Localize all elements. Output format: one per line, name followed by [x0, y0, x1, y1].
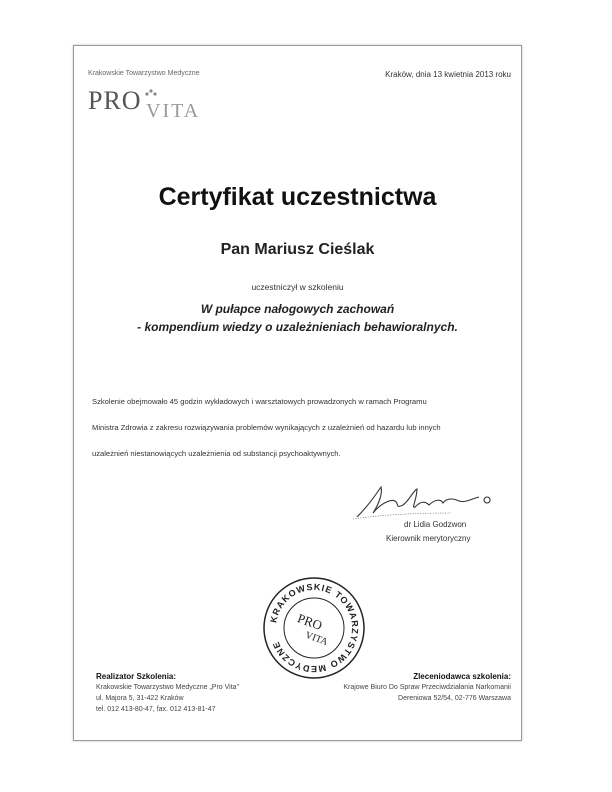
commissioner-heading: Zleceniodawca szkolenia: — [413, 672, 511, 681]
provita-logo — [88, 86, 218, 126]
logo-vita: VITA — [146, 100, 201, 122]
participation-text: uczestniczył w szkoleniu — [251, 282, 344, 292]
course-description — [92, 389, 509, 467]
organizer-line2: ul. Majora 5, 31-422 Kraków — [96, 695, 184, 702]
org-name-small: Krakowskie Towarzystwo Medyczne — [88, 70, 200, 77]
stamp-pro: PRO — [295, 610, 325, 634]
certificate-page — [73, 45, 522, 741]
handwritten-signature — [351, 483, 501, 521]
course-title — [74, 300, 521, 336]
logo-leaf-icon — [144, 88, 158, 98]
organizer-line3: tel. 012 413-80-47, fax. 012 413-81-47 — [96, 706, 216, 713]
course-title-line2: - kompendium wiedzy o uzależnieniach behawioralnych. — [137, 320, 458, 334]
commissioner-line2: Dereniowa 52/54, 02-776 Warszawa — [398, 695, 511, 702]
commissioner-line1: Krajowe Biuro Do Spraw Przeciwdziałania Narkomanii — [343, 684, 511, 691]
description-line3: uzależnień niestanowiących uzależnienia od substancji psychoaktywnych. — [92, 449, 341, 458]
footer-organizer — [96, 671, 239, 715]
organizer-line1: Krakowskie Towarzystwo Medyczne „Pro Vita” — [96, 684, 239, 691]
certificate-title: Certyfikat uczestnictwa — [158, 183, 437, 211]
logo-pro: PRO — [88, 86, 142, 115]
footer-commissioner — [343, 671, 511, 704]
stamp-ring-text: KRAKOWSKIE TOWARZYSTWO MEDYCZNE — [268, 581, 361, 675]
course-title-line1: W pułapce nałogowych zachowań — [200, 302, 395, 316]
recipient-name: Pan Mariusz Cieślak — [220, 241, 375, 258]
issue-date: Kraków, dnia 13 kwietnia 2013 roku — [385, 70, 511, 79]
organization-stamp — [262, 576, 366, 680]
description-line2: Ministra Zdrowia z zakresu rozwiązywania problemów wynikających z uzależnień od hazardu lub innych — [92, 423, 441, 432]
signatory-role: Kierownik merytoryczny — [386, 534, 471, 543]
description-line1: Szkolenie obejmowało 45 godzin wykładowych i warsztatowych prowadzonych w ramach Programu — [92, 397, 427, 406]
signatory-name: dr Lidia Godzwon — [404, 520, 467, 529]
stamp-vita: VITA — [303, 629, 330, 649]
organizer-heading: Realizator Szkolenia: — [96, 672, 177, 681]
